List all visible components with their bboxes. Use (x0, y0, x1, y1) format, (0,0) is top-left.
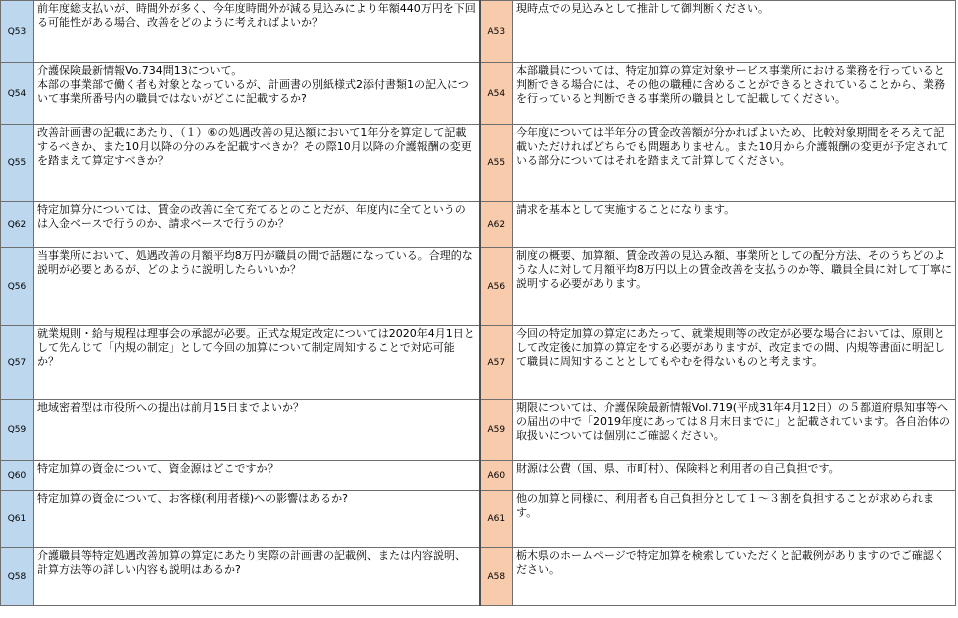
question-text-cell: 前年度総支払いが、時間外が多く、今年度時間外が減る見込みにより年額440万円を下回る可能性がある場合、改善をどのように考えればよいか？ (34, 1, 480, 63)
answer-text-cell: 今回の特定加算の算定にあたって、就業規則等の改定が必要な場合においては、原則として改定後に加算の算定をする必要がありますが、改定までの間、内規等書面に明記して職員に周知することとしてもやむを得ないものと考えます。 (513, 326, 956, 400)
question-text-cell: 特定加算分については、賃金の改善に全て充てるとのことだが、年度内に全てというのは入金ベースで行うのか、請求ベースで行うのか？ (34, 202, 480, 248)
answer-text-cell: 制度の概要、加算額、賃金改善の見込み額、事業所としての配分方法、そのうちどのような人に対して月額平均8万円以上の賃金改善を支払うのか等、職員全員に対して丁寧に説明する必要があります。 (513, 248, 956, 326)
question-text-cell: 介護保険最新情報Vo.734問13について。 本部の事業部で働く者も対象となっているが、計画書の別紙様式2添付書類1の記入について事業所番号内の職員ではないがどこに記載するか? (34, 63, 480, 125)
question-text-cell: 地域密着型は市役所への提出は前月15日までよいか？ (34, 400, 480, 461)
question-id-cell: Q60 (1, 461, 34, 491)
question-id-cell: Q56 (1, 248, 34, 326)
answer-id-cell: A61 (480, 491, 513, 548)
answer-text-cell: 財源は公費（国、県、市町村）、保険料と利用者の自己負担です。 (513, 461, 956, 491)
question-text-cell: 介護職員等特定処遇改善加算の算定にあたり実際の計画書の記載例、または内容説明、計算方法等の詳しい内容も説明はあるか? (34, 548, 480, 606)
qa-row (1, 548, 956, 606)
answer-id-cell: A60 (480, 461, 513, 491)
question-id-cell: Q54 (1, 63, 34, 125)
qa-row (1, 491, 956, 548)
answer-id-cell: A62 (480, 202, 513, 248)
answer-text-cell: 請求を基本として実施することになります。 (513, 202, 956, 248)
answer-id-cell: A55 (480, 125, 513, 202)
answer-id-cell: A59 (480, 400, 513, 461)
question-text-cell: 改善計画書の記載にあたり、（１）⑥の処遇改善の見込額において1年分を算定して記載するべきか、また10月以降の分のみを記載すべきか？その際10月以降の介護報酬の変更を踏まえて算定すべきか？ (34, 125, 480, 202)
qa-row (1, 63, 956, 125)
qa-row (1, 125, 956, 202)
question-id-cell: Q62 (1, 202, 34, 248)
answer-text-cell: 現時点での見込みとして推計して御判断ください。 (513, 1, 956, 63)
question-id-cell: Q55 (1, 125, 34, 202)
qa-row (1, 461, 956, 491)
answer-id-cell: A56 (480, 248, 513, 326)
question-text-cell: 就業規則・給与規程は理事会の承認が必要。正式な規定改定については2020年4月1日として先んじて「内規の制定」として今回の加算について制定周知することで対応可能か？ (34, 326, 480, 400)
answer-id-cell: A53 (480, 1, 513, 63)
question-id-cell: Q59 (1, 400, 34, 461)
question-text-cell: 特定加算の資金について、資金源はどこですか？ (34, 461, 480, 491)
answer-text-cell: 栃木県のホームページで特定加算を検索していただくと記載例がありますのでご確認ください。 (513, 548, 956, 606)
question-text-cell: 当事業所において、処遇改善の月額平均8万円が職員の間で話題になっている。合理的な説明が必要とあるが、どのように説明したらいいか？ (34, 248, 480, 326)
qa-row (1, 202, 956, 248)
qa-row (1, 400, 956, 461)
qa-table-body (1, 1, 956, 606)
answer-id-cell: A57 (480, 326, 513, 400)
qa-row (1, 248, 956, 326)
answer-text-cell: 期限については、介護保険最新情報Vol.719(平成31年4月12日）の５都道府県知事等への届出の中で「2019年度にあっては８月末日までに」と記載されています。各自治体の取扱いについては個別にご確認ください。 (513, 400, 956, 461)
qa-row (1, 1, 956, 63)
question-id-cell: Q58 (1, 548, 34, 606)
qa-row (1, 326, 956, 400)
question-id-cell: Q53 (1, 1, 34, 63)
answer-id-cell: A54 (480, 63, 513, 125)
question-text-cell: 特定加算の資金について、お客様(利用者様)への影響はあるか? (34, 491, 480, 548)
answer-text-cell: 他の加算と同様に、利用者も自己負担分として１～３割を負担することが求められます。 (513, 491, 956, 548)
question-id-cell: Q61 (1, 491, 34, 548)
answer-text-cell: 今年度については半年分の賃金改善額が分かればよいため、比較対象期間をそろえて記載いただければどちらでも問題ありません。また10月から介護報酬の変更が予定されている部分についてはそれを踏まえて計算してください。 (513, 125, 956, 202)
answer-id-cell: A58 (480, 548, 513, 606)
answer-text-cell: 本部職員については、特定加算の算定対象サービス事業所における業務を行っていると判断できる場合には、その他の職種に含めることができるとされていることから、業務を行っていると判断できる事業所の職員として記載してください。 (513, 63, 956, 125)
question-id-cell: Q57 (1, 326, 34, 400)
